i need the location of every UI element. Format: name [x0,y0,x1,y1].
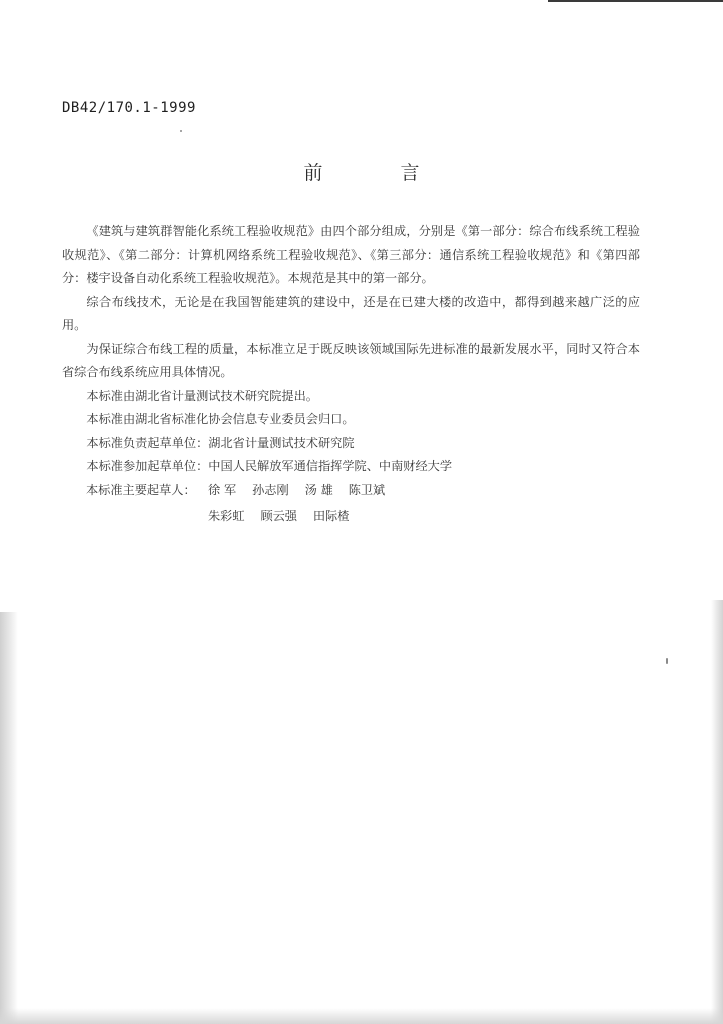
drafters-label: 本标准主要起草人： [86,482,196,497]
drafter-name: 陈卫斌 [348,482,386,497]
drafters-names [208,479,397,503]
drafter-name: 徐 军 [208,482,237,497]
drafter-name: 田际楂 [312,509,350,523]
paragraph: 本标准参加起草单位：中国人民解放军通信指挥学院、中南财经大学 [86,459,453,473]
document-code: DB42/170.1-1999 [62,100,196,116]
drafter-name: 朱彩虹 [208,509,245,523]
drafter-name: 汤 雄 [304,482,333,497]
paragraph: 《建筑与建筑群智能化系统工程验收规范》由四个部分组成，分别是《第一部分：综合布线系统工程验收规范》、《第二部分：计算机网络系统工程验收规范》、《第三部分：通信系统工程验收规范》和《第四部分：楼宇设备自动化系统工程验收规范》。本规范是其中的第一部分。 [62,224,640,285]
scan-speck [180,130,182,132]
paragraph: 本标准由湖北省标准化协会信息专业委员会归口。 [86,412,355,426]
drafter-name: 孙志刚 [252,482,289,497]
drafters-names [208,505,361,529]
paragraph: 为保证综合布线工程的质量，本标准立足于既反映该领域国际先进标准的最新发展水平，同时又符合本省综合布线系统应用具体情况。 [62,341,640,379]
paragraph: 本标准负责起草单位：湖北省计量测试技术研究院 [86,435,355,450]
scan-shadow-bottom [0,1008,723,1024]
scan-shadow-right [711,600,723,1024]
paragraph: 综合布线技术，无论是在我国智能建筑的建设中，还是在已建大楼的改造中，都得到越来越广泛的应用。 [62,294,640,332]
scan-top-rule [548,0,723,2]
drafters-row [62,479,640,503]
drafters-row [62,505,640,529]
scan-speck [666,658,668,664]
body-text [62,220,640,529]
scan-shadow-left [0,612,18,1024]
paragraph: 本标准由湖北省计量测试技术研究院提出。 [86,388,318,403]
page-title: 前 言 [303,162,456,184]
drafter-name: 顾云强 [260,509,297,523]
